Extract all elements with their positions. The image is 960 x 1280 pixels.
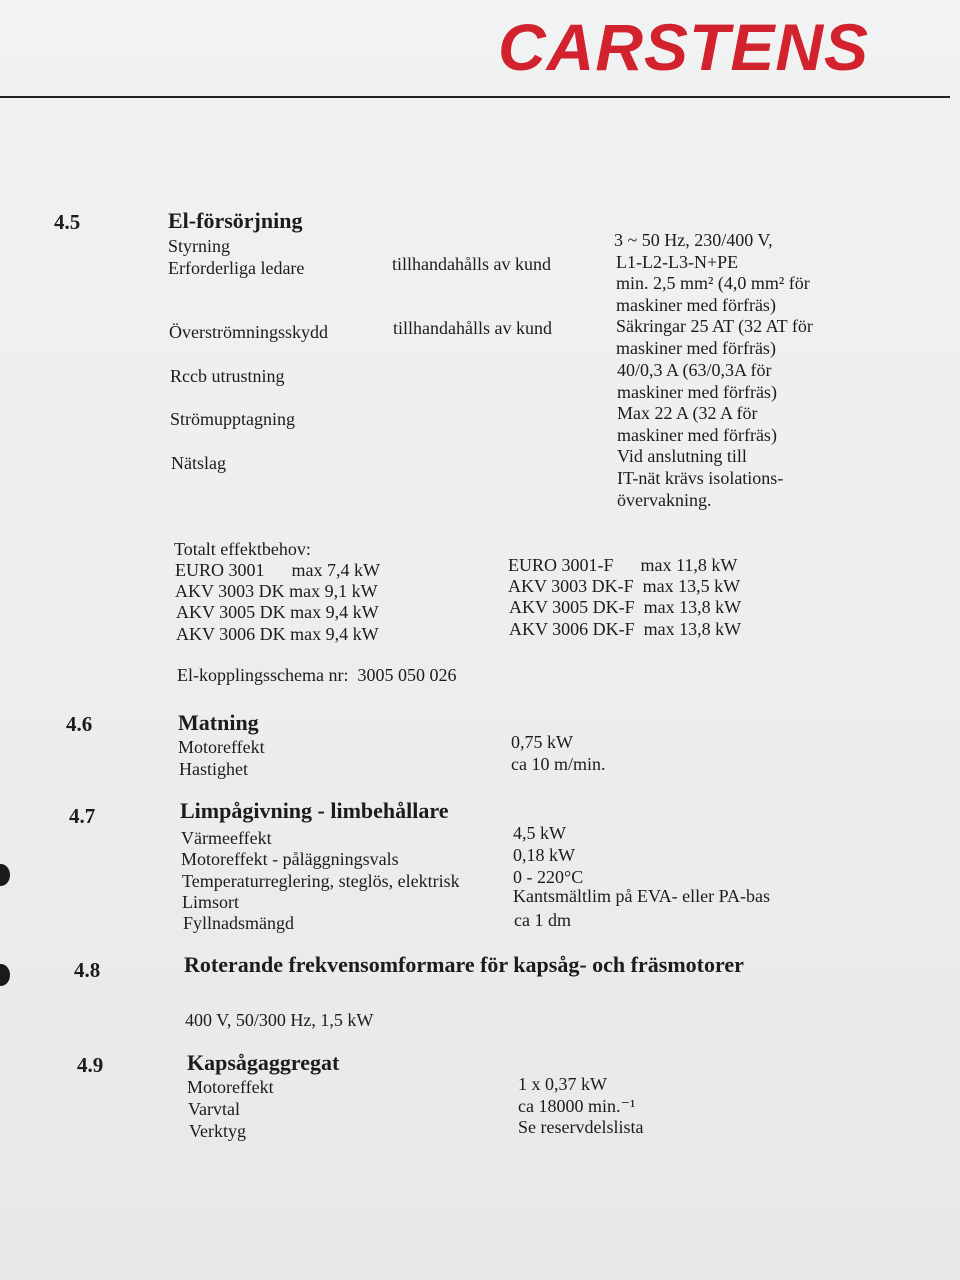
spec-value: L1-L2-L3-N+PE: [616, 252, 739, 272]
spec-value: Max 22 A (32 A för: [617, 403, 758, 423]
wiring-diagram-number: El-kopplingsschema nr: 3005 050 026: [177, 665, 457, 685]
section-number: 4.6: [66, 712, 93, 736]
spec-value: Kantsmältlim på EVA- eller PA-bas: [513, 886, 770, 906]
spec-label: Varvtal: [188, 1099, 240, 1119]
spec-label: Värmeeffekt: [181, 828, 272, 848]
section-title: Roterande frekvensomformare för kapsåg- och fräsmotorer: [184, 952, 744, 977]
spec-label: Verktyg: [189, 1121, 246, 1141]
spec-value: 400 V, 50/300 Hz, 1,5 kW: [185, 1010, 374, 1030]
spec-label: Överströmningsskydd: [169, 322, 328, 342]
section-number: 4.5: [54, 210, 81, 234]
spec-label: Erforderliga ledare: [168, 258, 305, 278]
section-title: Kapsågaggregat: [187, 1050, 340, 1075]
spec-label: Hastighet: [179, 759, 248, 779]
spec-value: 4,5 kW: [513, 823, 566, 843]
spec-value: 0 - 220°C: [513, 867, 584, 887]
spec-value: 40/0,3 A (63/0,3A för: [617, 360, 772, 380]
spec-label: Rccb utrustning: [170, 366, 285, 386]
section-title: Limpågivning - limbehållare: [180, 798, 449, 823]
section-number: 4.8: [74, 958, 101, 982]
power-row: AKV 3006 DK-F max 13,8 kW: [509, 619, 742, 639]
spec-value: ca 10 m/min.: [511, 754, 606, 774]
spec-value: IT-nät krävs isolations-: [617, 468, 784, 488]
power-heading: Totalt effektbehov:: [174, 539, 311, 559]
power-row: AKV 3005 DK-F max 13,8 kW: [509, 597, 742, 617]
spec-note: tillhandahålls av kund: [392, 254, 551, 274]
spec-label: Limsort: [182, 892, 239, 912]
spec-value: 1 x 0,37 kW: [518, 1074, 607, 1094]
spec-value: maskiner med förfräs): [616, 295, 776, 315]
carstens-logo: CARSTENS: [498, 10, 870, 84]
spec-note: tillhandahålls av kund: [393, 318, 552, 338]
spec-label: Temperaturreglering, steglös, elektrisk: [182, 871, 460, 891]
spec-value: övervakning.: [617, 490, 712, 510]
spec-value: 0,75 kW: [511, 732, 573, 752]
spec-value: min. 2,5 mm² (4,0 mm² för: [616, 273, 810, 293]
section-number: 4.7: [69, 804, 96, 828]
spec-value: Se reservdelslista: [518, 1117, 644, 1137]
section-number: 4.9: [77, 1053, 104, 1077]
spec-label: Strömupptagning: [170, 409, 295, 429]
spec-label: Motoreffekt: [187, 1077, 274, 1097]
header-rule: [0, 96, 950, 98]
power-row: AKV 3003 DK max 9,1 kW: [175, 581, 378, 601]
spec-value: maskiner med förfräs): [617, 382, 777, 402]
section-title: Matning: [178, 710, 259, 735]
spec-label: Fyllnadsmängd: [183, 913, 294, 933]
power-row: EURO 3001-F max 11,8 kW: [508, 555, 738, 575]
spec-value: Säkringar 25 AT (32 AT för: [616, 316, 813, 336]
spec-label: Motoreffekt: [178, 737, 265, 757]
power-row: EURO 3001 max 7,4 kW: [175, 560, 380, 580]
spec-value: 3 ~ 50 Hz, 230/400 V,: [614, 230, 773, 250]
spec-value: 0,18 kW: [513, 845, 575, 865]
spec-label: Motoreffekt - påläggningsvals: [181, 849, 399, 869]
section-title: El-försörjning: [168, 208, 303, 233]
power-row: AKV 3006 DK max 9,4 kW: [176, 624, 379, 644]
spec-label: Styrning: [168, 236, 231, 256]
spec-value: ca 18000 min.⁻¹: [518, 1096, 636, 1116]
spec-value: Vid anslutning till: [617, 446, 747, 466]
power-row: AKV 3005 DK max 9,4 kW: [176, 602, 379, 622]
binder-hole-icon: [0, 964, 10, 986]
power-row: AKV 3003 DK-F max 13,5 kW: [508, 576, 741, 596]
spec-label: Nätslag: [171, 453, 226, 473]
spec-value: ca 1 dm: [514, 910, 571, 930]
binder-hole-icon: [0, 864, 10, 886]
spec-value: maskiner med förfräs): [616, 338, 776, 358]
spec-value: maskiner med förfräs): [617, 425, 777, 445]
